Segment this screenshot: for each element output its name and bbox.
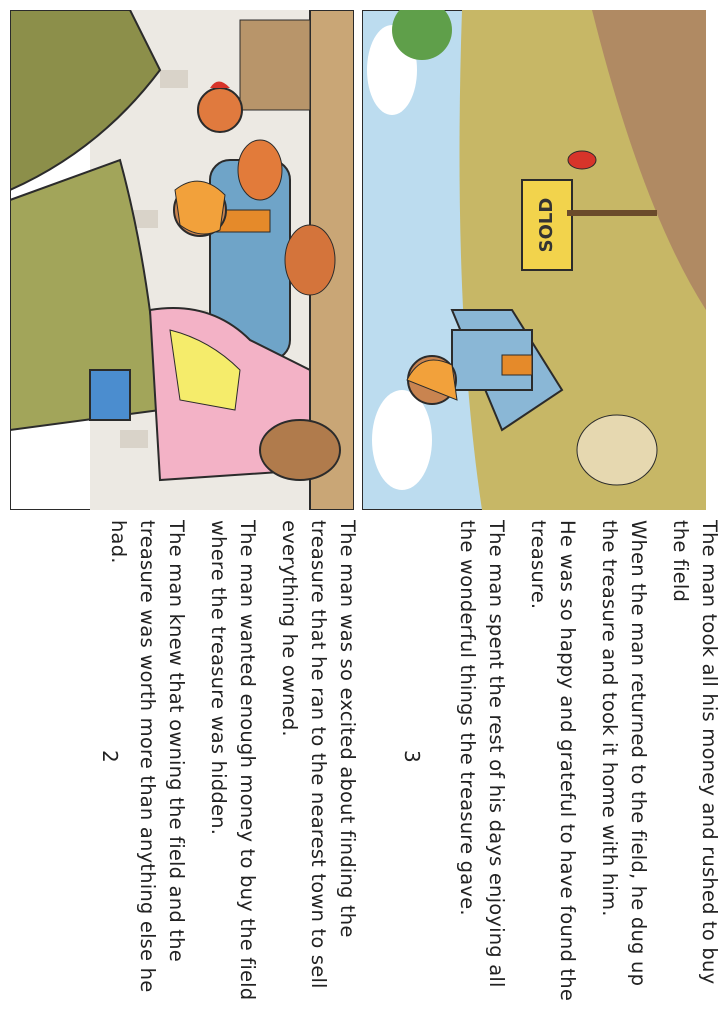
- field-illustration: [362, 10, 706, 510]
- paragraph: The man knew that owning the field and the treasure was worth more than anything else he had.: [107, 520, 188, 993]
- page-number: 2: [98, 750, 122, 763]
- market-illustration: [10, 10, 354, 510]
- sold-sign: SOLD: [536, 197, 557, 253]
- paragraph: The man spent the rest of his days enjoying all the wonderful things the treasure gave.: [456, 520, 508, 988]
- paragraph: He was so happy and grateful to have found the treasure.: [527, 520, 579, 1002]
- paragraph: When the man returned to the field, he dug up the treasure and took it home with him.: [598, 520, 650, 987]
- page-number: 3: [400, 750, 424, 763]
- page-3-text: [384, 520, 724, 1020]
- page-2-text: [22, 520, 362, 1020]
- paragraph: The man wanted enough money to buy the field where the treasure was hidden.: [207, 520, 259, 1001]
- paragraph: The man took all his money and rushed to buy the field: [669, 520, 721, 985]
- page-3: [362, 0, 724, 1024]
- paragraph: The man was so excited about finding the treasure that he ran to the nearest town to sell everything he owned.: [278, 520, 359, 989]
